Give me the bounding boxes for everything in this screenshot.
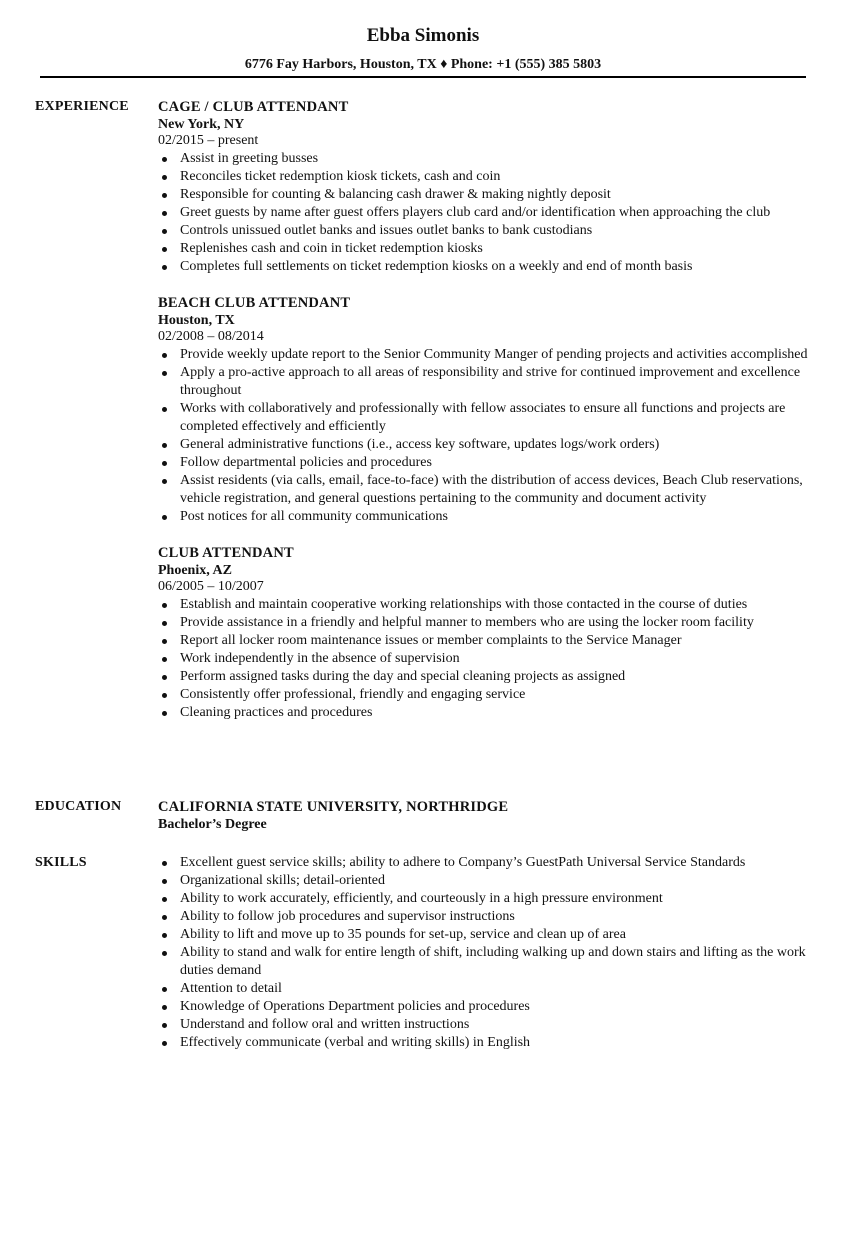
skills-heading: SKILLS: [35, 855, 87, 870]
list-item-text: Work independently in the absence of supervision: [180, 651, 460, 666]
job-dates: 02/2008 – 08/2014: [158, 329, 264, 344]
bullet-icon: [162, 461, 167, 466]
list-item-text: Completes full settlements on ticket redemption kiosks on a weekly and end of month basis: [180, 259, 693, 274]
list-item-text: Excellent guest service skills; ability to adhere to Company’s GuestPath Universal Service Standards: [180, 855, 746, 870]
candidate-name: Ebba Simonis: [366, 25, 480, 46]
header-divider: [40, 76, 806, 78]
list-item: [158, 854, 818, 872]
list-item: [158, 944, 818, 980]
bullet-icon: [162, 371, 167, 376]
bullet-icon: [162, 693, 167, 698]
list-item-text: Ability to stand and walk for entire length of shift, including walking up and down stairs and lifting as the work duties demand: [180, 945, 806, 978]
list-item: [158, 632, 818, 650]
list-item: [158, 668, 818, 686]
list-item: [158, 168, 818, 186]
bullet-icon: [162, 897, 167, 902]
list-item: [158, 686, 818, 704]
bullet-icon: [162, 861, 167, 866]
list-item-text: Greet guests by name after guest offers players club card and/or identification when approaching the club: [180, 205, 771, 220]
job-location: Phoenix, AZ: [158, 563, 232, 578]
bullet-icon: [162, 951, 167, 956]
list-item-text: Follow departmental policies and procedures: [180, 455, 432, 470]
bullet-icon: [162, 265, 167, 270]
list-item-text: Provide assistance in a friendly and helpful manner to members who are using the locker room facility: [180, 615, 754, 630]
experience-heading: EXPERIENCE: [35, 99, 129, 114]
education-body: [158, 798, 818, 834]
bullet-icon: [162, 157, 167, 162]
list-item: [158, 704, 818, 722]
job-location: Houston, TX: [158, 313, 235, 328]
list-item: [158, 222, 818, 240]
job-duties-list: [158, 346, 818, 526]
list-item-text: Establish and maintain cooperative working relationships with those contacted in the course of duties: [180, 597, 748, 612]
list-item-text: Post notices for all community communications: [180, 509, 448, 524]
bullet-icon: [162, 915, 167, 920]
list-item: [158, 508, 818, 526]
list-item-text: Ability to work accurately, efficiently, and courteously in a high pressure environment: [180, 891, 663, 906]
bullet-icon: [162, 1041, 167, 1046]
list-item-text: Effectively communicate (verbal and writing skills) in English: [180, 1035, 531, 1050]
bullet-icon: [162, 211, 167, 216]
list-item: [158, 1034, 818, 1052]
bullet-icon: [162, 1023, 167, 1028]
list-item-text: Ability to follow job procedures and supervisor instructions: [180, 909, 515, 924]
skills-list: [158, 854, 818, 1052]
list-item-text: Controls unissued outlet banks and issues outlet banks to bank custodians: [180, 223, 593, 238]
job-entry: [158, 98, 818, 276]
bullet-icon: [162, 603, 167, 608]
school-name: CALIFORNIA STATE UNIVERSITY, NORTHRIDGE: [158, 799, 509, 815]
list-item-text: Assist residents (via calls, email, face-to-face) with the distribution of access devices, Beach Club reservations, vehicle registration, and general questions pertaining to the community and document activity: [180, 473, 803, 506]
job-entry: [158, 294, 818, 526]
list-item: [158, 204, 818, 222]
bullet-icon: [162, 175, 167, 180]
list-item: [158, 436, 818, 454]
bullet-icon: [162, 479, 167, 484]
list-item: [158, 400, 818, 436]
bullet-icon: [162, 193, 167, 198]
list-item: [158, 1016, 818, 1034]
list-item-text: Assist in greeting busses: [180, 151, 319, 166]
experience-body: [158, 98, 818, 722]
list-item-text: Consistently offer professional, friendly and engaging service: [180, 687, 526, 702]
list-item: [158, 650, 818, 668]
bullet-icon: [162, 247, 167, 252]
job-dates: 02/2015 – present: [158, 133, 259, 148]
job-dates: 06/2005 – 10/2007: [158, 579, 264, 594]
list-item: [158, 186, 818, 204]
list-item-text: Provide weekly update report to the Senior Community Manger of pending projects and activities accomplished: [180, 347, 808, 362]
bullet-icon: [162, 515, 167, 520]
job-duties-list: [158, 596, 818, 722]
skills-body: [158, 854, 818, 1052]
list-item-text: Responsible for counting & balancing cash drawer & making nightly deposit: [180, 187, 611, 202]
list-item: [158, 258, 818, 276]
list-item-text: Reconciles ticket redemption kiosk tickets, cash and coin: [180, 169, 501, 184]
bullet-icon: [162, 933, 167, 938]
bullet-icon: [162, 621, 167, 626]
list-item: [158, 150, 818, 168]
bullet-icon: [162, 229, 167, 234]
job-title: BEACH CLUB ATTENDANT: [158, 295, 351, 311]
job-title: CLUB ATTENDANT: [158, 545, 294, 561]
list-item: [158, 454, 818, 472]
list-item: [158, 596, 818, 614]
list-item: [158, 926, 818, 944]
bullet-icon: [162, 675, 167, 680]
bullet-icon: [162, 353, 167, 358]
list-item: [158, 890, 818, 908]
resume-header: [40, 24, 806, 74]
job-title: CAGE / CLUB ATTENDANT: [158, 99, 349, 115]
list-item-text: Apply a pro-active approach to all areas of responsibility and strive for continued improvement and excellence throughout: [180, 365, 801, 398]
job-entry: [158, 544, 818, 722]
list-item-text: Understand and follow oral and written instructions: [180, 1017, 470, 1032]
list-item-text: Ability to lift and move up to 35 pounds for set-up, service and clean up of area: [180, 927, 626, 942]
bullet-icon: [162, 443, 167, 448]
list-item: [158, 472, 818, 508]
bullet-icon: [162, 879, 167, 884]
list-item: [158, 614, 818, 632]
bullet-icon: [162, 657, 167, 662]
education-heading: EDUCATION: [35, 799, 122, 814]
list-item: [158, 980, 818, 998]
list-item: [158, 346, 818, 364]
contact-line: 6776 Fay Harbors, Houston, TX ♦ Phone: +1 (555) 385 5803: [244, 57, 602, 72]
list-item-text: Replenishes cash and coin in ticket redemption kiosks: [180, 241, 483, 256]
list-item-text: Perform assigned tasks during the day and special cleaning projects as assigned: [180, 669, 626, 684]
list-item-text: Organizational skills; detail-oriented: [180, 873, 386, 888]
list-item: [158, 240, 818, 258]
degree: Bachelor’s Degree: [158, 817, 267, 832]
list-item-text: Works with collaboratively and professionally with fellow associates to ensure all functions and projects are completed effectively and efficiently: [180, 401, 786, 434]
list-item: [158, 364, 818, 400]
list-item: [158, 998, 818, 1016]
bullet-icon: [162, 639, 167, 644]
list-item: [158, 908, 818, 926]
list-item-text: Cleaning practices and procedures: [180, 705, 373, 720]
list-item: [158, 872, 818, 890]
job-location: New York, NY: [158, 117, 245, 132]
list-item-text: Attention to detail: [180, 981, 282, 996]
list-item-text: Knowledge of Operations Department policies and procedures: [180, 999, 530, 1014]
bullet-icon: [162, 987, 167, 992]
bullet-icon: [162, 407, 167, 412]
list-item-text: Report all locker room maintenance issues or member complaints to the Service Manager: [180, 633, 682, 648]
job-duties-list: [158, 150, 818, 276]
bullet-icon: [162, 1005, 167, 1010]
bullet-icon: [162, 711, 167, 716]
list-item-text: General administrative functions (i.e., access key software, updates logs/work orders): [180, 437, 660, 452]
